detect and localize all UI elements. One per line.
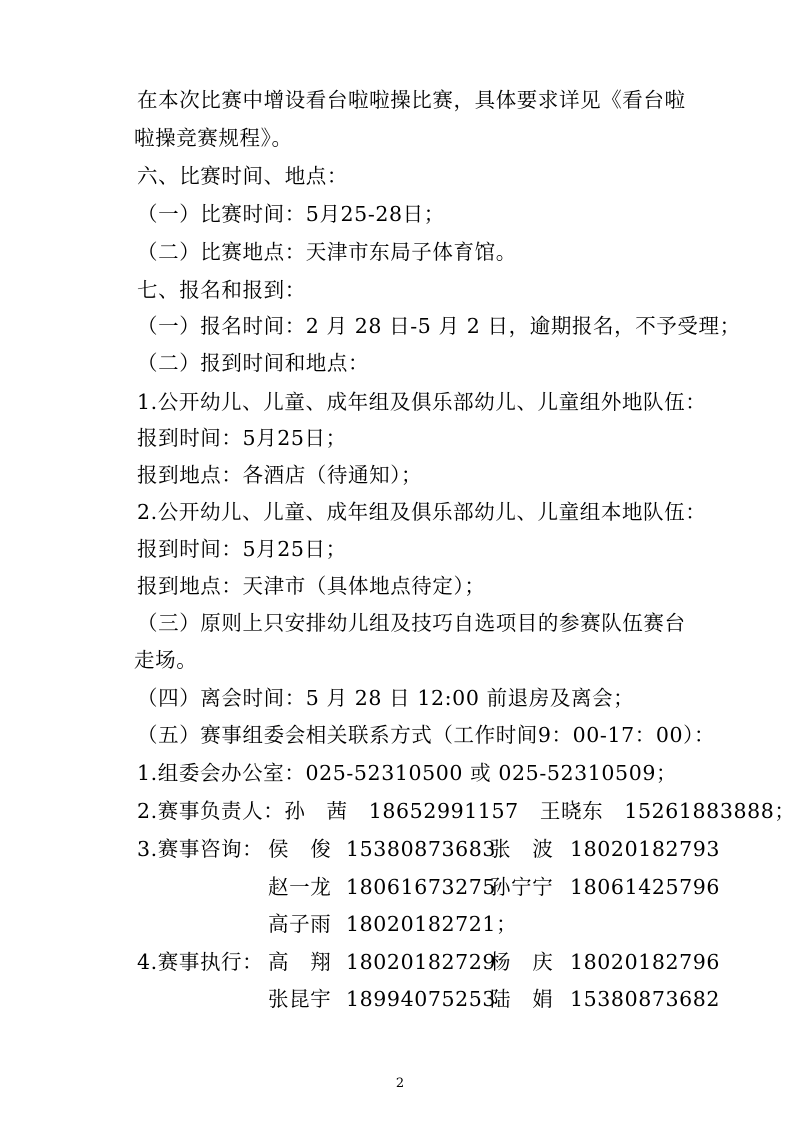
contact-name: 张昆宇 (268, 987, 332, 1011)
section-heading: 七、报名和报到： (137, 278, 306, 302)
text-line: 报到地点：天津市（具体地点待定）； (137, 574, 486, 598)
contact-name: 张 波 (490, 837, 554, 861)
contact-name: 高 翔 (268, 950, 332, 974)
text-line: 在本次比赛中增设看台啦啦操比赛，具体要求详见《看台啦 (137, 88, 686, 112)
text-line: 走场。 (134, 648, 198, 672)
text-line: 报到地点：各酒店（待通知）； (137, 463, 423, 487)
contact-phone: 18020182721； (346, 912, 518, 936)
text-line: （四）离会时间：5 月 28 日 12:00 前退房及离会； (137, 686, 635, 710)
text-line: （二）比赛地点：天津市东局子体育馆。 (137, 240, 517, 264)
contact-phone: 15380873683 (346, 837, 497, 861)
text-line: 啦操竞赛规程》。 (134, 126, 293, 150)
text-line: （五）赛事组委会相关联系方式（工作时间9：00-17：00）： (137, 723, 716, 747)
text-line: （二）报到时间和地点： (137, 351, 370, 375)
page-number: 2 (395, 1076, 405, 1091)
contact-phone: 18020182796 (570, 950, 721, 974)
contact-phone: 15380873682 (570, 987, 721, 1011)
contact-phone: 18061673275 (346, 875, 497, 899)
text-line: 报到时间：5月25日； (137, 426, 347, 450)
text-line: 报到时间：5月25日； (137, 537, 347, 561)
text-line: 1.公开幼儿、儿童、成年组及俱乐部幼儿、儿童组外地队伍： (137, 390, 707, 414)
contact-name: 杨 庆 (490, 950, 554, 974)
text-line: 2.公开幼儿、儿童、成年组及俱乐部幼儿、儿童组本地队伍： (137, 500, 707, 524)
contact-name: 陆 娟 (490, 987, 554, 1011)
section-heading: 六、比赛时间、地点： (137, 164, 348, 188)
contact-name: 侯 俊 (268, 837, 332, 861)
consult-label: 3.赛事咨询： (137, 837, 264, 861)
contact-name: 高子雨 (268, 912, 332, 936)
contact-phone: 18061425796 (570, 875, 721, 899)
text-line: 2.赛事负责人：孙 茜 18652991157 王晓东 15261883888； (137, 799, 796, 823)
contact-phone: 18994075253 (346, 987, 497, 1011)
text-line: 1.组委会办公室：025-52310500 或 025-52310509； (137, 761, 678, 785)
contact-phone: 18020182793 (570, 837, 721, 861)
execute-label: 4.赛事执行： (137, 950, 264, 974)
contact-phone: 18020182729 (346, 950, 497, 974)
text-line: （三）原则上只安排幼儿组及技巧自选项目的参赛队伍赛台 (137, 611, 686, 635)
text-line: （一）报名时间：2 月 28 日-5 月 2 日，逾期报名，不予受理； (137, 314, 741, 338)
contact-name: 孙宁宁 (490, 875, 554, 899)
text-line: （一）比赛时间：5月25-28日； (137, 202, 445, 226)
contact-name: 赵一龙 (268, 875, 332, 899)
